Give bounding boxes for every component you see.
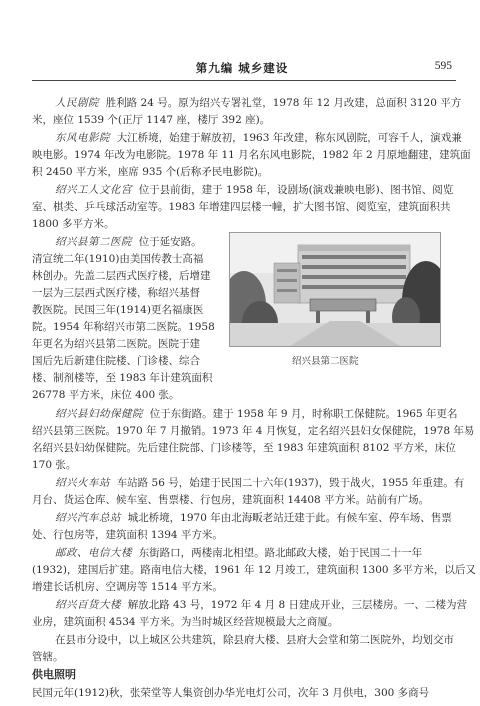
text-line: 院。1954 年称绍兴市第二医院。1958 (32, 321, 215, 333)
page-number: 595 (434, 60, 452, 72)
text-line: 管辖。 (32, 651, 64, 663)
text-line: 国后先后新建住院楼、门诊楼、综合 (32, 355, 200, 367)
text-line: 名绍兴县妇幼保健院。先后建住院部、门诊楼等，至 1983 年建筑面积 8102 平方米，床位 (32, 442, 456, 454)
entry-name: 邮政、电信大楼 (55, 547, 132, 559)
entry-text: 位于县前街，建于 1958 年，设剧场(演戏兼映电影)、图书馆、阅览 (138, 184, 454, 196)
text-line (55, 183, 453, 197)
text-line (55, 407, 458, 421)
entry-name: 绍兴百货大楼 (55, 599, 121, 611)
text-line: 映电影。1974 年改为电影院。1978 年 11 月名东风电影院，1982 年 2 月原地翻建，建筑面 (32, 149, 471, 161)
text-line: 积 2450 平方米，座席 935 个(后称矛民电影院)。 (32, 166, 269, 178)
text-line: 教医院。民国三年(1914)更名福康医 (32, 304, 204, 316)
text-line: 楼、制剂楼等，至 1983 年计建筑面积 (32, 372, 213, 384)
hospital-building-image (230, 233, 440, 346)
text-line: 月台、货运仓库、候车室、售票楼、行包房，建筑面积 14408 平方米。站前有广场。 (32, 494, 430, 506)
section-heading: 供电照明 (32, 668, 76, 681)
entry-text: 位于延安路。 (138, 236, 202, 248)
text-line: (1932)，建国后扩建。路南电信大楼，1961 年 12 月竣工，建筑面积 1300 多平方米，以后又 (32, 564, 476, 576)
entry-text: 胜利路 24 号。原为绍兴专署礼堂，1978 年 12 月改建，总面积 3120 平方 (105, 97, 462, 109)
running-header (32, 58, 452, 78)
text-line: 绍兴县第三医院。1970 年 7 月撤销。1973 年 4 月恢复，定名绍兴县妇女保健院，1978 年易 (32, 425, 475, 437)
chapter-title: 第九编 城乡建设 (195, 61, 289, 75)
photo-caption: 绍兴县第二医院 (292, 356, 359, 367)
text-line: 林创办。先盖二层西式医疗楼，后增建 (32, 270, 211, 282)
text-line (55, 96, 461, 110)
entry-name: 绍兴火车站 (55, 477, 110, 489)
entry-name: 绍兴县第二医院 (55, 236, 132, 248)
entry-name: 绍兴县妇幼保健院 (55, 408, 143, 420)
text-line: 业房，建筑面积 4534 平方米。为当时城区经营规模最大之商厦。 (32, 616, 339, 628)
text-line: 一层为三层西式医疗楼，称绍兴基督 (32, 287, 200, 299)
text-line (55, 131, 462, 145)
entry-text: 位于东街路。建于 1958 年 9 月，时称职工保健院。1965 年更名 (149, 408, 458, 420)
header-rule (32, 80, 456, 81)
text-line: 米，座位 1539 个(正厅 1147 座，楼厅 392 座)。 (32, 114, 271, 126)
entry-text: 解放北路 43 号，1972 年 4 月 8 日建成开业，三层楼房。一、二楼为营 (127, 599, 467, 611)
entry-name: 绍兴汽车总站 (55, 512, 121, 524)
text-line (55, 546, 422, 560)
text-line (55, 476, 464, 490)
entry-text: 东街路口，两楼南北相望。路北邮政大楼，始于民国二十一年 (138, 547, 423, 559)
text-line: 1800 多平方米。 (32, 218, 115, 230)
entry-text: 城北桥境，1970 年由北海畈老站迁建于此。有候车室、停车场、售票 (127, 512, 452, 524)
text-line: 26778 平方米，床位 400 张。 (32, 389, 180, 401)
text-line: 在县市分设中，以上城区公共建筑，除县府大楼、县府大会堂和第二医院外，均划交市 (55, 634, 454, 646)
entry-text: 车站路 56 号，始建于民国二十六年(1937)，毁于战火，1955 年重建。有 (116, 477, 465, 489)
entry-text: 大江桥境，始建于解放初，1963 年改建，称东风剧院，可容千人，演戏兼 (116, 132, 462, 144)
text-line: 增建长话机房、空调房等 1514 平方米。 (32, 581, 223, 593)
text-line: 清宣统二年(1910)由美国传教士高福 (32, 253, 204, 265)
entry-name: 东风电影院 (55, 132, 110, 144)
text-line (55, 598, 467, 612)
text-line: 民国元年(1912)秋，张荣堂等人集资创办华光电灯公司，次年 3 月供电，300 多商号 (32, 687, 430, 699)
text-line: 室、棋类、乒乓球活动室等。1983 年增建四层楼一幢，扩大图书馆、阅览室，建筑面积共 (32, 201, 451, 213)
entry-name: 人民剧院 (55, 97, 99, 109)
text-line: 年更名为绍兴县第二医院。医院于建 (32, 338, 200, 350)
text-line (55, 235, 202, 249)
text-line: 处、行包房等，建筑面积 1394 平方米。 (32, 529, 223, 541)
text-line: 170 张。 (32, 459, 77, 471)
hospital-photo (229, 232, 441, 347)
entry-name: 绍兴工人文化宫 (55, 184, 132, 196)
text-line (55, 511, 452, 525)
